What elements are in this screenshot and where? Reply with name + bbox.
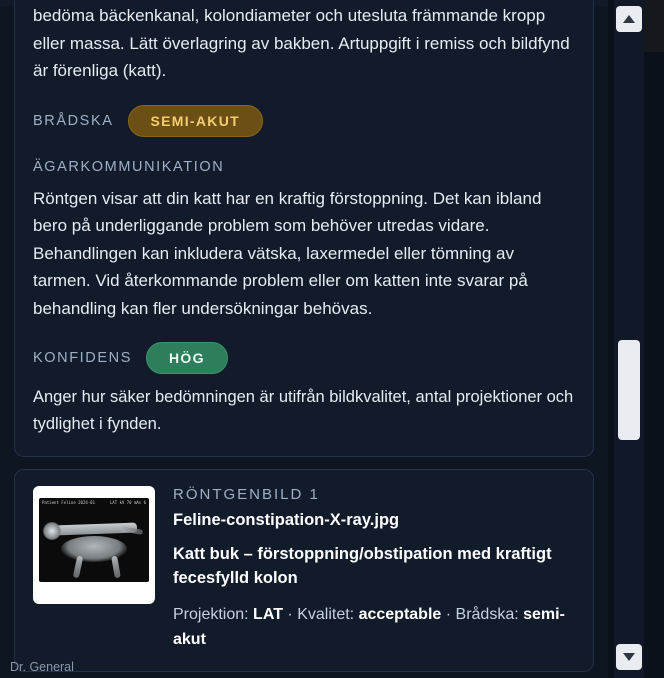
confidence-label: KONFIDENS xyxy=(33,350,132,367)
xray-filename: Feline-constipation-X-ray.jpg xyxy=(173,510,400,529)
urgency-row xyxy=(33,105,575,137)
scrollbar-thumb[interactable] xyxy=(618,340,640,440)
xray-thumbnail[interactable] xyxy=(33,486,155,604)
card-urgency-value: semi-akut xyxy=(173,606,565,648)
projection-value: LAT xyxy=(253,606,283,624)
quality-label: Kvalitet: xyxy=(297,606,355,624)
xray-tail-shape xyxy=(121,526,144,535)
confidence-row xyxy=(33,342,575,374)
xray-leg-rear-shape xyxy=(111,555,121,578)
findings-text: bedöma bäckenkanal, kolondiameter och utesluta främmande kropp eller massa. Lätt överlagring av bakben. Artuppgift i remiss och bildfynd är förenliga (katt). xyxy=(33,6,570,81)
owner-communication-label: ÄGARKOMMUNIKATION xyxy=(33,158,225,175)
vertical-scrollbar[interactable] xyxy=(613,0,644,678)
prop-separator-2: · xyxy=(445,606,452,624)
confidence-note: Anger hur säker bedömningen är utifrån bildkvalitet, antal projektioner och tydlighet i fynden. xyxy=(33,388,574,433)
urgency-label: BRÅDSKA xyxy=(33,112,114,129)
card-urgency-label: Brådska: xyxy=(455,606,519,624)
prop-separator-1: · xyxy=(287,606,293,624)
xray-image-card[interactable] xyxy=(14,469,594,672)
xray-overlay-right: LAT kV 70 mAs 6 xyxy=(109,499,146,505)
urgency-badge: SEMI-AKUT xyxy=(128,105,263,137)
xray-overlay-left: Patient Feline 2024-01 xyxy=(42,499,95,505)
owner-communication-text: Röntgen visar att din katt har en kraftig förstoppning. Det kan ibland bero på underliggande problem som behöver utredas vidare. Behandlingen kan inkludera vätska, laxermedel eller tömning av tarmen. Vid återkommande problem eller om katten inte svarar på behandling kan fler undersökningar behövas. xyxy=(33,188,542,318)
quality-value: acceptable xyxy=(358,606,442,624)
scroll-down-icon[interactable] xyxy=(616,644,642,670)
xray-description: Katt buk – förstoppning/obstipation med kraftigt fecesfylld kolon xyxy=(173,544,552,588)
xray-image xyxy=(39,498,149,582)
xray-kicker: RÖNTGENBILD 1 xyxy=(173,485,320,503)
xray-metadata xyxy=(173,486,575,653)
xray-properties xyxy=(173,603,575,653)
scroll-up-arrow-icon xyxy=(623,15,635,23)
confidence-badge: HÖG xyxy=(146,342,228,374)
report-card xyxy=(14,0,594,457)
projection-label: Projektion: xyxy=(173,606,249,624)
footer-author: Dr. General xyxy=(10,660,74,674)
window-corner xyxy=(644,0,664,52)
scroll-up-icon[interactable] xyxy=(616,6,642,32)
scroll-down-arrow-icon xyxy=(623,653,635,661)
xray-head-shape xyxy=(43,522,61,540)
